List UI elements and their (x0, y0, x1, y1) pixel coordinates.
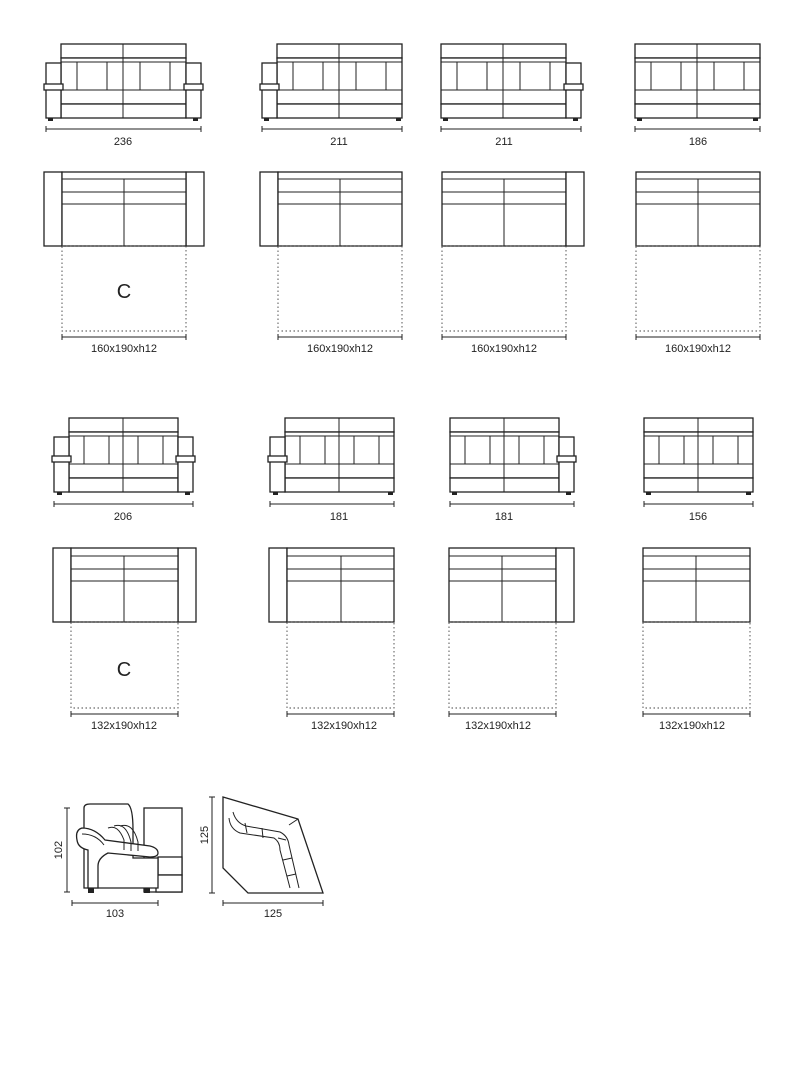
width-label: 236 (113, 136, 133, 148)
bed-view-160-no-arms (636, 172, 760, 355)
front-view-211-left-arm (260, 44, 402, 148)
section-2 (52, 418, 753, 732)
width-label: 186 (688, 136, 708, 148)
bed-size-label: 132x190xh12 (464, 720, 532, 732)
bed-size-label: 160x190xh12 (306, 343, 374, 355)
config-marker: C (116, 281, 132, 303)
front-view-181-left-arm (268, 418, 394, 523)
width-label: 211 (330, 136, 348, 148)
front-view-206-both-arms (52, 418, 195, 523)
bed-size-label: 132x190xh12 (310, 720, 378, 732)
width-label: 181 (494, 511, 514, 523)
bed-view-160-both-arms (44, 172, 204, 355)
bed-size-label: 132x190xh12 (90, 720, 158, 732)
bed-view-132-both-arms (53, 548, 196, 732)
corner-view (199, 797, 323, 920)
front-view-186-no-arms (635, 44, 760, 148)
front-view-156-no-arms (644, 418, 753, 523)
front-view-236-both-arms (44, 44, 203, 148)
height-label: 102 (53, 840, 65, 860)
front-view-181-right-arm (450, 418, 576, 523)
bed-view-160-left-arm (260, 172, 402, 355)
width-label: 156 (688, 511, 708, 523)
bed-size-label: 160x190xh12 (664, 343, 732, 355)
width-label: 211 (495, 136, 513, 148)
front-view-211-right-arm (441, 44, 583, 148)
side-view (53, 804, 182, 920)
bed-view-132-left-arm (269, 548, 394, 732)
bed-size-label: 160x190xh12 (470, 343, 538, 355)
width-label: 125 (263, 908, 283, 920)
width-label: 181 (329, 511, 349, 523)
height-label: 125 (199, 825, 211, 845)
width-label: 206 (113, 511, 133, 523)
bed-view-132-right-arm (449, 548, 574, 732)
depth-label: 103 (105, 908, 125, 920)
section-1 (44, 44, 760, 355)
bed-size-label: 160x190xh12 (90, 343, 158, 355)
bed-size-label: 132x190xh12 (658, 720, 726, 732)
bed-view-132-no-arms (643, 548, 750, 732)
bed-view-160-right-arm (442, 172, 584, 355)
config-marker: C (116, 659, 132, 681)
